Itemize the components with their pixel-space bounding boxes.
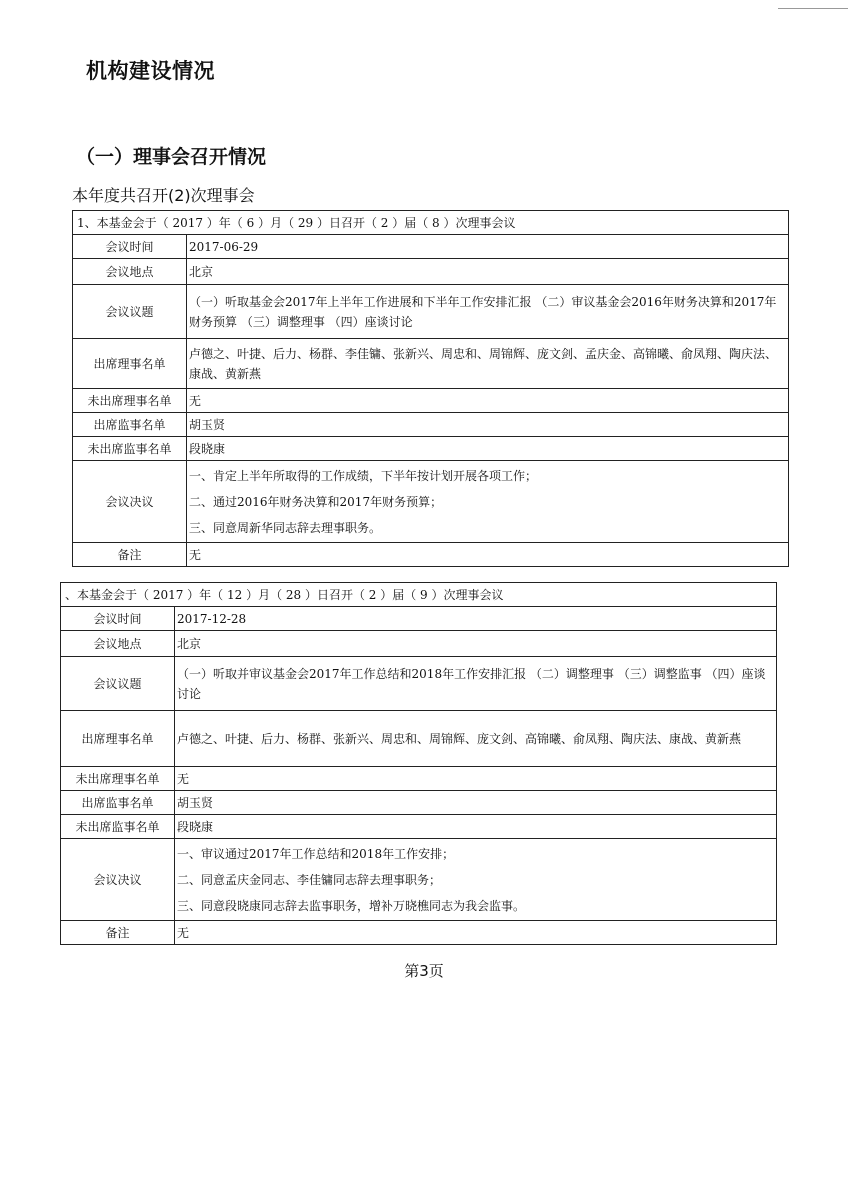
scan-edge-line (778, 8, 848, 9)
meeting-count-summary: 本年度共召开(2)次理事会 (72, 186, 255, 205)
place-label: 会议地点 (73, 259, 187, 285)
place-value: 北京 (187, 259, 789, 285)
time-label: 会议时间 (61, 607, 175, 631)
remarks-label: 备注 (73, 543, 187, 567)
topic-value: （一）听取并审议基金会2017年工作总结和2018年工作安排汇报 （二）调整理事 （三）调整监事 （四）座谈讨论 (175, 657, 777, 711)
present-directors-label: 出席理事名单 (73, 339, 187, 389)
time-value: 2017-12-28 (175, 607, 777, 631)
resolution-item: 二、通过2016年财务决算和2017年财务预算； (189, 494, 443, 509)
place-value: 北京 (175, 631, 777, 657)
page-title: 机构建设情况 (86, 59, 215, 83)
absent-directors-value: 无 (187, 389, 789, 413)
resolution-item: 三、同意周新华同志辞去理事职务。 (189, 520, 382, 535)
resolution-item: 一、审议通过2017年工作总结和2018年工作安排； (177, 846, 455, 861)
absent-directors-value: 无 (175, 767, 777, 791)
place-label: 会议地点 (61, 631, 175, 657)
absent-directors-label: 未出席理事名单 (73, 389, 187, 413)
resolution-item: 三、同意段晓康同志辞去监事职务，增补万晓樵同志为我会监事。 (177, 898, 526, 913)
resolution-value (175, 839, 777, 921)
section-title: （一）理事会召开情况 (76, 146, 267, 168)
present-supervisors-value: 胡玉贤 (187, 413, 789, 437)
absent-directors-label: 未出席理事名单 (61, 767, 175, 791)
meeting-table-2 (60, 582, 777, 945)
remarks-value: 无 (175, 921, 777, 945)
meeting-table-1 (72, 210, 789, 567)
present-supervisors-label: 出席监事名单 (73, 413, 187, 437)
topic-label: 会议议题 (61, 657, 175, 711)
page-number: 第3页 (404, 962, 444, 980)
remarks-value: 无 (187, 543, 789, 567)
meeting-header: 、本基金会于（ 2017 ）年（ 12 ）月（ 28 ）日召开（ 2 ）届（ 9 ）次理事会议 (61, 583, 777, 607)
remarks-label: 备注 (61, 921, 175, 945)
present-directors-label: 出席理事名单 (61, 711, 175, 767)
absent-supervisors-label: 未出席监事名单 (73, 437, 187, 461)
resolution-item: 二、同意孟庆金同志、李佳镛同志辞去理事职务； (177, 872, 442, 887)
absent-supervisors-value: 段晓康 (175, 815, 777, 839)
resolution-value (187, 461, 789, 543)
present-directors-value: 卢德之、叶捷、后力、杨群、张新兴、周忠和、周锦辉、庞文剑、高锦曦、俞凤翔、陶庆法、康战、黄新燕 (175, 711, 777, 767)
meeting-header: 1、本基金会于（ 2017 ）年（ 6 ）月（ 29 ）日召开（ 2 ）届（ 8 ）次理事会议 (73, 211, 789, 235)
resolution-label: 会议决议 (73, 461, 187, 543)
present-supervisors-label: 出席监事名单 (61, 791, 175, 815)
present-supervisors-value: 胡玉贤 (175, 791, 777, 815)
topic-value: （一）听取基金会2017年上半年工作进展和下半年工作安排汇报 （二）审议基金会2016年财务决算和2017年财务预算 （三）调整理事 （四）座谈讨论 (187, 285, 789, 339)
topic-label: 会议议题 (73, 285, 187, 339)
resolution-item: 一、肯定上半年所取得的工作成绩，下半年按计划开展各项工作； (189, 468, 538, 483)
absent-supervisors-label: 未出席监事名单 (61, 815, 175, 839)
time-label: 会议时间 (73, 235, 187, 259)
resolution-label: 会议决议 (61, 839, 175, 921)
present-directors-value: 卢德之、叶捷、后力、杨群、李佳镛、张新兴、周忠和、周锦辉、庞文剑、孟庆金、高锦曦、俞凤翔、陶庆法、康战、黄新燕 (187, 339, 789, 389)
absent-supervisors-value: 段晓康 (187, 437, 789, 461)
time-value: 2017-06-29 (187, 235, 789, 259)
